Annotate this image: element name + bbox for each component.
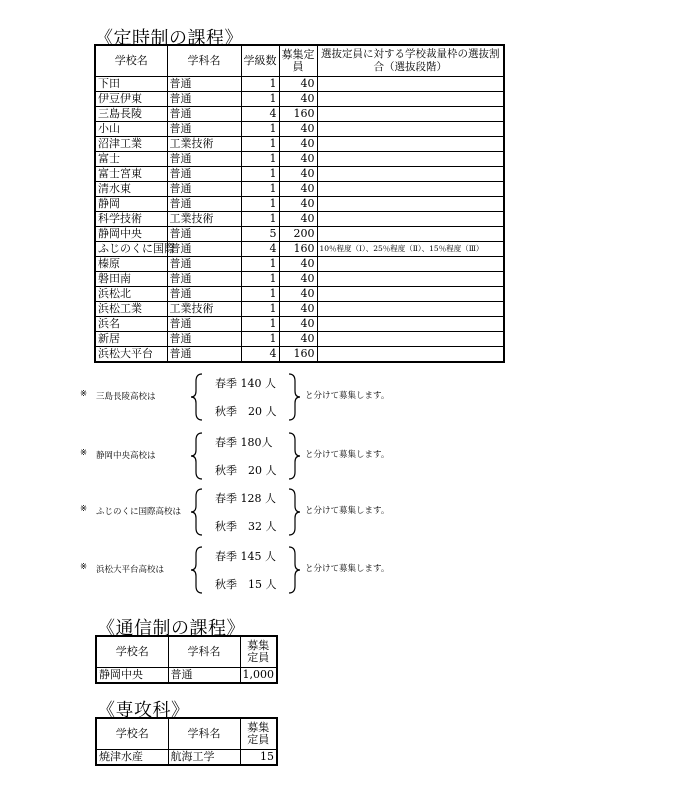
senkou-header-school: 学校名 xyxy=(96,718,168,750)
header-capacity: 募集定員 xyxy=(279,45,317,77)
spring-capacity: 春季 145 人 xyxy=(215,550,276,563)
right-brace-icon xyxy=(287,373,301,421)
capacity-cell: 40 xyxy=(279,332,317,347)
classes-cell: 1 xyxy=(241,182,279,197)
course-cell: 普通 xyxy=(167,92,241,107)
school-cell: 沼津工業 xyxy=(95,137,167,152)
classes-cell: 1 xyxy=(241,302,279,317)
school-cell: 科学技術 xyxy=(95,212,167,227)
table-row xyxy=(95,212,504,227)
capacity-cell: 40 xyxy=(279,287,317,302)
capacity-cell: 40 xyxy=(279,257,317,272)
ratio-cell xyxy=(317,272,504,287)
left-brace-icon xyxy=(190,488,204,536)
table-row xyxy=(95,317,504,332)
ratio-cell xyxy=(317,302,504,317)
school-cell: 浜松工業 xyxy=(95,302,167,317)
capacity-cell: 160 xyxy=(279,107,317,122)
capacity-cell: 40 xyxy=(279,152,317,167)
capacity-cell: 40 xyxy=(279,212,317,227)
left-brace-icon xyxy=(190,373,204,421)
autumn-capacity: 秋季 32 人 xyxy=(215,520,277,533)
course-cell: 普通 xyxy=(167,152,241,167)
ratio-cell xyxy=(317,332,504,347)
table-row xyxy=(95,287,504,302)
school-cell: 伊豆伊東 xyxy=(95,92,167,107)
header-course: 学科名 xyxy=(167,45,241,77)
table-row xyxy=(95,122,504,137)
note-mark: ※ xyxy=(80,389,88,399)
course-cell: 普通 xyxy=(167,317,241,332)
course-cell: 普通 xyxy=(167,287,241,302)
right-brace-icon xyxy=(287,488,301,536)
right-brace-icon xyxy=(287,546,301,594)
capacity-cell: 40 xyxy=(279,77,317,92)
table-row xyxy=(95,242,504,257)
school-cell: 榛原 xyxy=(95,257,167,272)
course-cell: 普通 xyxy=(167,122,241,137)
table-row xyxy=(95,302,504,317)
table-row xyxy=(95,347,504,363)
left-brace-icon xyxy=(190,432,204,480)
note-school: 三島長陵高校は xyxy=(96,392,156,402)
ratio-cell xyxy=(317,212,504,227)
ratio-cell: 10％程度（Ⅰ）、25％程度（Ⅱ）、15％程度（Ⅲ） xyxy=(317,242,504,257)
classes-cell: 1 xyxy=(241,287,279,302)
note-mark: ※ xyxy=(80,562,88,572)
school-cell: 浜名 xyxy=(95,317,167,332)
note-suffix: と分けて募集します。 xyxy=(305,450,390,460)
capacity-cell: 40 xyxy=(279,167,317,182)
autumn-capacity: 秋季 20 人 xyxy=(215,405,277,418)
tsushin-header-course: 学科名 xyxy=(168,636,240,668)
capacity-cell: 160 xyxy=(279,347,317,363)
table-row xyxy=(96,668,277,684)
tsushin-table xyxy=(95,635,278,684)
left-brace-icon xyxy=(190,546,204,594)
school-cell: 静岡中央 xyxy=(95,227,167,242)
ratio-cell xyxy=(317,182,504,197)
course-cell: 工業技術 xyxy=(167,137,241,152)
ratio-cell xyxy=(317,77,504,92)
course-cell: 工業技術 xyxy=(167,212,241,227)
table-row xyxy=(95,152,504,167)
capacity-cell: 15 xyxy=(240,750,277,766)
senkou-table xyxy=(95,717,278,766)
note-suffix: と分けて募集します。 xyxy=(305,506,390,516)
course-cell: 普通 xyxy=(167,257,241,272)
senkou-header-course: 学科名 xyxy=(168,718,240,750)
school-cell: 富士 xyxy=(95,152,167,167)
tsushin-header-school: 学校名 xyxy=(96,636,168,668)
ratio-cell xyxy=(317,122,504,137)
course-cell: 普通 xyxy=(167,227,241,242)
senkou-heading: 《専攻科》 xyxy=(97,700,190,721)
classes-cell: 1 xyxy=(241,137,279,152)
note-school: 浜松大平台高校は xyxy=(96,565,165,575)
teiji-heading: 《定時制の課程》 xyxy=(95,28,243,49)
course-cell: 普通 xyxy=(167,347,241,363)
table-row xyxy=(95,227,504,242)
classes-cell: 5 xyxy=(241,227,279,242)
note-school: ふじのくに国際高校は xyxy=(96,507,182,517)
classes-cell: 4 xyxy=(241,107,279,122)
ratio-cell xyxy=(317,227,504,242)
school-cell: 磐田南 xyxy=(95,272,167,287)
course-cell: 普通 xyxy=(167,197,241,212)
table-row xyxy=(95,77,504,92)
school-cell: 富士宮東 xyxy=(95,167,167,182)
tsushin-heading: 《通信制の課程》 xyxy=(97,618,245,639)
spring-capacity: 春季 128 人 xyxy=(215,492,276,505)
note-school: 静岡中央高校は xyxy=(96,451,156,461)
capacity-cell: 1,000 xyxy=(240,668,277,684)
course-cell: 工業技術 xyxy=(167,302,241,317)
ratio-cell xyxy=(317,152,504,167)
header-ratio: 選抜定員に対する学校裁量枠の選抜割合（選抜段階） xyxy=(317,45,504,77)
course-cell: 普通 xyxy=(167,167,241,182)
school-cell: 焼津水産 xyxy=(96,750,168,766)
classes-cell: 1 xyxy=(241,167,279,182)
right-brace-icon xyxy=(287,432,301,480)
capacity-cell: 40 xyxy=(279,92,317,107)
classes-cell: 1 xyxy=(241,212,279,227)
capacity-cell: 40 xyxy=(279,302,317,317)
course-cell: 普通 xyxy=(167,332,241,347)
school-cell: 静岡中央 xyxy=(96,668,168,684)
table-row xyxy=(95,332,504,347)
note-mark: ※ xyxy=(80,448,88,458)
table-row xyxy=(95,137,504,152)
table-row xyxy=(95,257,504,272)
classes-cell: 1 xyxy=(241,272,279,287)
capacity-cell: 40 xyxy=(279,122,317,137)
note-suffix: と分けて募集します。 xyxy=(305,391,390,401)
autumn-capacity: 秋季 15 人 xyxy=(215,578,277,591)
classes-cell: 1 xyxy=(241,152,279,167)
ratio-cell xyxy=(317,197,504,212)
ratio-cell xyxy=(317,347,504,363)
table-row xyxy=(95,182,504,197)
school-cell: ふじのくに国際 xyxy=(95,242,167,257)
classes-cell: 1 xyxy=(241,92,279,107)
classes-cell: 1 xyxy=(241,257,279,272)
course-cell: 普通 xyxy=(167,272,241,287)
classes-cell: 4 xyxy=(241,242,279,257)
ratio-cell xyxy=(317,167,504,182)
classes-cell: 1 xyxy=(241,317,279,332)
capacity-cell: 160 xyxy=(279,242,317,257)
table-row xyxy=(95,197,504,212)
capacity-cell: 40 xyxy=(279,317,317,332)
tsushin-header-capacity: 募集定員 xyxy=(240,636,277,668)
teiji-table xyxy=(94,44,505,363)
classes-cell: 1 xyxy=(241,197,279,212)
autumn-capacity: 秋季 20 人 xyxy=(215,464,277,477)
school-cell: 三島長陵 xyxy=(95,107,167,122)
table-row xyxy=(95,92,504,107)
school-cell: 下田 xyxy=(95,77,167,92)
capacity-cell: 40 xyxy=(279,182,317,197)
ratio-cell xyxy=(317,287,504,302)
note-mark: ※ xyxy=(80,504,88,514)
senkou-header-capacity: 募集定員 xyxy=(240,718,277,750)
table-row xyxy=(95,272,504,287)
classes-cell: 1 xyxy=(241,122,279,137)
classes-cell: 1 xyxy=(241,332,279,347)
course-cell: 普通 xyxy=(167,182,241,197)
spring-capacity: 春季 140 人 xyxy=(215,377,276,390)
capacity-cell: 40 xyxy=(279,137,317,152)
note-suffix: と分けて募集します。 xyxy=(305,564,390,574)
course-cell: 普通 xyxy=(168,668,240,684)
school-cell: 浜松北 xyxy=(95,287,167,302)
table-row xyxy=(96,750,277,766)
school-cell: 小山 xyxy=(95,122,167,137)
spring-capacity: 春季 180人 xyxy=(215,436,273,449)
capacity-cell: 40 xyxy=(279,197,317,212)
course-cell: 普通 xyxy=(167,242,241,257)
school-cell: 浜松大平台 xyxy=(95,347,167,363)
ratio-cell xyxy=(317,257,504,272)
school-cell: 静岡 xyxy=(95,197,167,212)
school-cell: 清水東 xyxy=(95,182,167,197)
classes-cell: 4 xyxy=(241,347,279,363)
classes-cell: 1 xyxy=(241,77,279,92)
course-cell: 普通 xyxy=(167,77,241,92)
capacity-cell: 200 xyxy=(279,227,317,242)
ratio-cell xyxy=(317,92,504,107)
header-classes: 学級数 xyxy=(241,45,279,77)
ratio-cell xyxy=(317,107,504,122)
capacity-cell: 40 xyxy=(279,272,317,287)
table-row xyxy=(95,167,504,182)
ratio-cell xyxy=(317,317,504,332)
course-cell: 普通 xyxy=(167,107,241,122)
table-row xyxy=(95,107,504,122)
ratio-cell xyxy=(317,137,504,152)
header-school: 学校名 xyxy=(95,45,167,77)
course-cell: 航海工学 xyxy=(168,750,240,766)
school-cell: 新居 xyxy=(95,332,167,347)
